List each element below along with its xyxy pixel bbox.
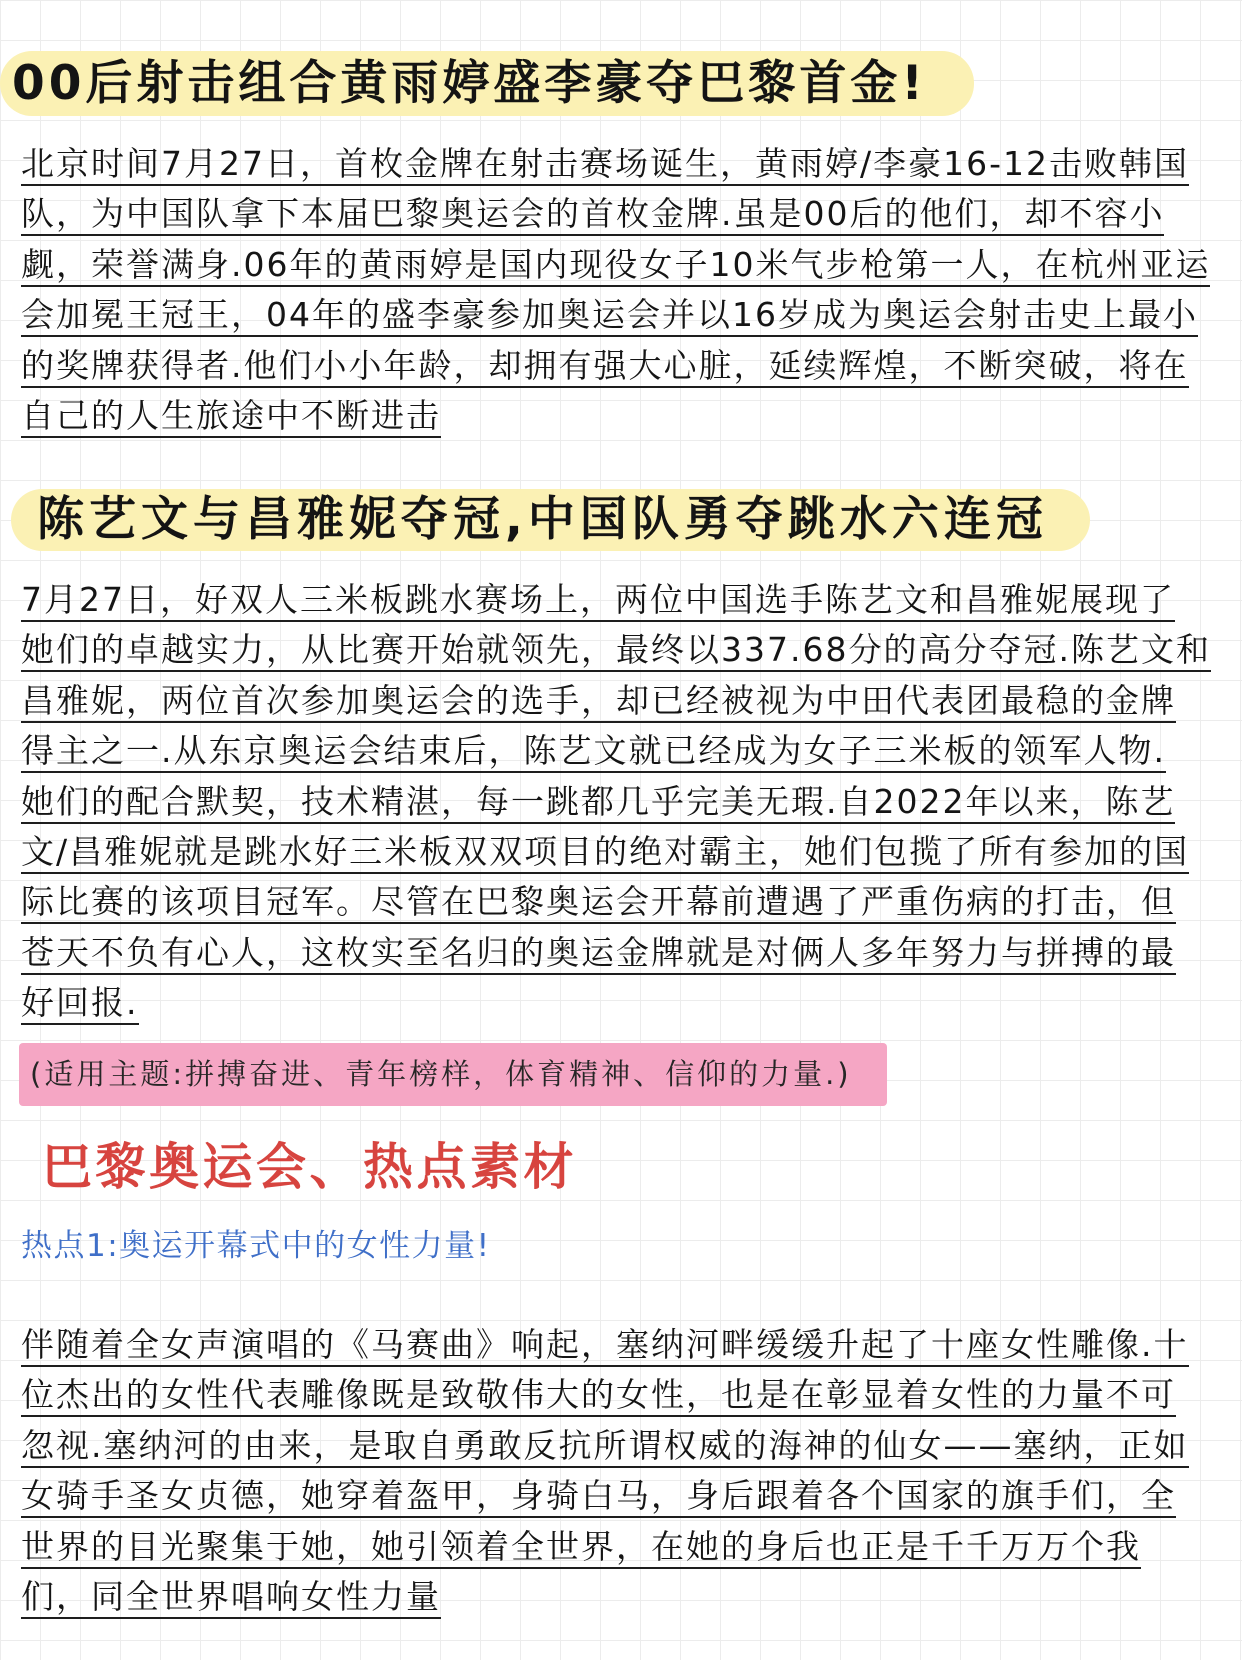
body-line-text: 自己的人生旅途中不断进击 <box>21 396 441 438</box>
article-2-line <box>21 933 1211 983</box>
article-2-line <box>21 782 1211 832</box>
article-1-line <box>21 245 1210 295</box>
body-line-text: 好回报. <box>21 983 139 1025</box>
body-line-text: 伴随着全女声演唱的《马赛曲》响起，塞纳河畔缓缓升起了十座女性雕像.十 <box>21 1325 1189 1367</box>
article-2-line <box>21 731 1211 781</box>
hotspot-1-line <box>21 1577 1189 1627</box>
hotspot-1-line <box>21 1527 1189 1577</box>
hotspot-1-body <box>21 1325 1189 1627</box>
hotspot-1-line <box>21 1375 1189 1425</box>
body-line-text: 苍天不负有心人，这枚实至名归的奥运金牌就是对俩人多年努力与拼搏的最 <box>21 933 1176 975</box>
body-line-text: 7月27日，好双人三米板跳水赛场上，两位中国选手陈艺文和昌雅妮展现了 <box>21 580 1175 622</box>
body-line-text: 昌雅妮，两位首次参加奥运会的选手，却已经被视为中田代表团最稳的金牌 <box>21 681 1176 723</box>
article-1-title-highlight <box>0 51 974 116</box>
body-line-text: 世界的目光聚集于她，她引领着全世界，在她的身后也正是千千万万个我 <box>21 1527 1141 1569</box>
article-2-line <box>21 681 1211 731</box>
topic-tag <box>19 1043 887 1106</box>
hotspot-section-heading <box>42 1138 577 1196</box>
body-line-text: 队，为中国队拿下本届巴黎奥运会的首枚金牌.虽是00后的他们，却不容小 <box>21 194 1164 236</box>
body-line-text: 得主之一.从东京奥运会结束后，陈艺文就已经成为女子三米板的领军人物. <box>21 731 1166 773</box>
body-line-text: 位杰出的女性代表雕像既是致敬伟大的女性，也是在彰显着女性的力量不可 <box>21 1375 1176 1417</box>
article-1-line <box>21 346 1210 396</box>
hotspot-1-title: 热点1:奥运开幕式中的女性力量! <box>21 1228 491 1264</box>
body-line-text: 忽视.塞纳河的由来，是取自勇敢反抗所谓权威的海神的仙女——塞纳，正如 <box>21 1426 1189 1468</box>
article-1-line <box>21 295 1210 345</box>
article-2-line <box>21 630 1211 680</box>
body-line-text: 际比赛的该项目冠军。尽管在巴黎奥运会开幕前遭遇了严重伤病的打击，但 <box>21 882 1176 924</box>
body-line-text: 文/昌雅妮就是跳水好三米板双双项目的绝对霸主，她们包揽了所有参加的国 <box>21 832 1189 874</box>
hotspot-section-title: 巴黎奥运会、热点素材 <box>42 1138 577 1196</box>
hotspot-1-heading <box>21 1226 491 1266</box>
body-line-text: 她们的卓越实力，从比赛开始就领先，最终以337.68分的高分夺冠.陈艺文和 <box>21 630 1211 672</box>
article-1-line <box>21 396 1210 446</box>
article-1-body <box>21 144 1210 446</box>
article-2-line <box>21 983 1211 1033</box>
hotspot-1-line <box>21 1325 1189 1375</box>
article-2-line <box>21 882 1211 932</box>
hotspot-1-line <box>21 1476 1189 1526</box>
body-line-text: 女骑手圣女贞德，她穿着盔甲，身骑白马，身后跟着各个国家的旗手们，全 <box>21 1476 1176 1518</box>
article-1-line <box>21 194 1210 244</box>
article-2-title-highlight <box>11 489 1090 551</box>
article-1-line <box>21 144 1210 194</box>
body-line-text: 们，同全世界唱响女性力量 <box>21 1577 441 1619</box>
article-2-body <box>21 580 1211 1034</box>
article-2-line <box>21 580 1211 630</box>
body-line-text: 觑，荣誉满身.06年的黄雨婷是国内现役女子10米气步枪第一人，在杭州亚运 <box>21 245 1210 287</box>
hotspot-1-line <box>21 1426 1189 1476</box>
article-2-line <box>21 832 1211 882</box>
body-line-text: 她们的配合默契，技术精湛，每一跳都几乎完美无瑕.自2022年以来，陈艺 <box>21 782 1175 824</box>
article-2-title: 陈艺文与昌雅妮夺冠,中国队勇夺跳水六连冠 <box>37 492 1048 547</box>
body-line-text: 的奖牌获得者.他们小小年龄，却拥有强大心脏，延续辉煌，不断突破，将在 <box>21 346 1189 388</box>
topic-tag-text: (适用主题:拼搏奋进、青年榜样，体育精神、信仰的力量.) <box>30 1057 852 1091</box>
article-1-title: 00后射击组合黄雨婷盛李豪夺巴黎首金! <box>12 56 927 111</box>
body-line-text: 北京时间7月27日，首枚金牌在射击赛场诞生，黄雨婷/李豪16-12击败韩国 <box>21 144 1189 186</box>
body-line-text: 会加冕王冠王，04年的盛李豪参加奥运会并以16岁成为奥运会射击史上最小 <box>21 295 1198 337</box>
